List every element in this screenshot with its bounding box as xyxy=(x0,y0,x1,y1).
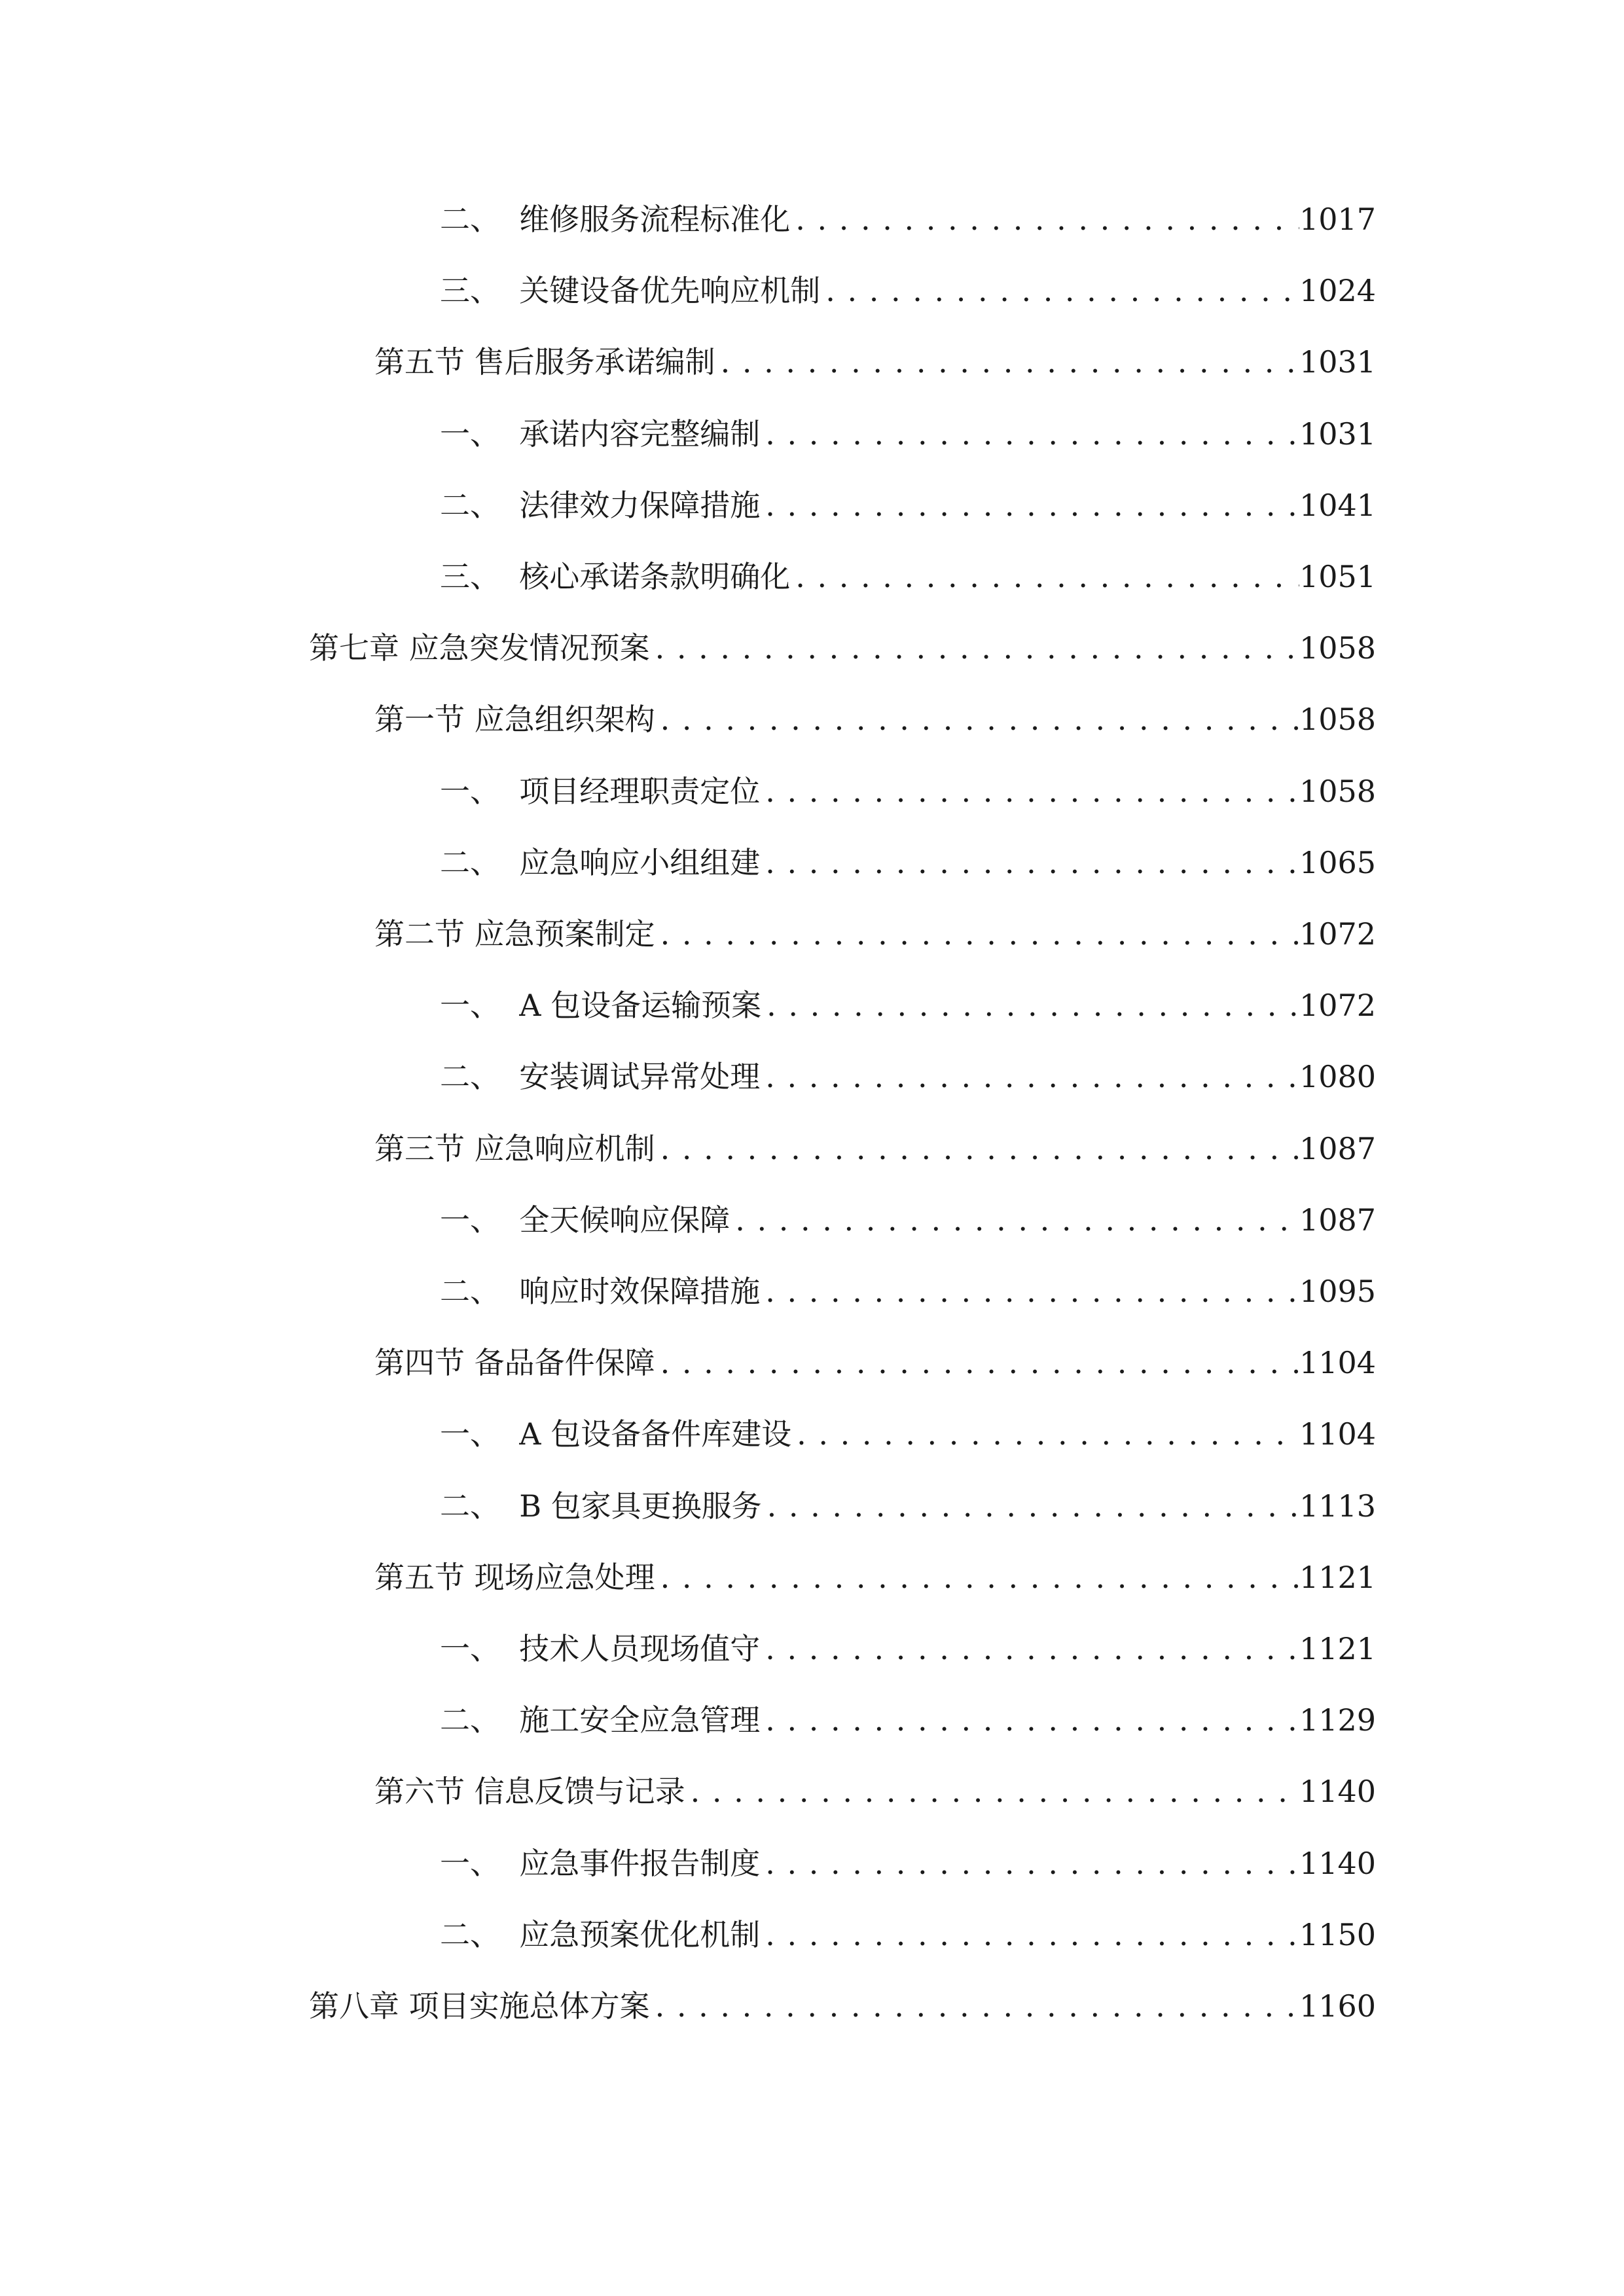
toc-page-number: 1065 xyxy=(1299,844,1377,880)
toc-entry[interactable] xyxy=(309,622,1377,674)
dot-leader xyxy=(760,1265,1299,1318)
toc-entry-title: 二、 B 包家具更换服务 xyxy=(440,1488,762,1524)
toc-page-number: 1024 xyxy=(1299,273,1377,309)
toc-entry-title: 二、 维修服务流程标准化 xyxy=(440,202,791,237)
toc-entry-title: 一、 项目经理职责定位 xyxy=(440,773,761,809)
toc-entry[interactable] xyxy=(374,1551,1377,1604)
toc-entry-title: 二、 应急预案优化机制 xyxy=(440,1916,761,1952)
toc-entry[interactable] xyxy=(440,765,1377,817)
toc-page-number: 1160 xyxy=(1299,1988,1377,2024)
toc-entry-title: 一、 全天候响应保障 xyxy=(440,1202,731,1238)
toc-page-number: 1080 xyxy=(1299,1059,1377,1095)
dot-leader xyxy=(760,1909,1299,1961)
toc-page-number: 1058 xyxy=(1299,702,1377,738)
dot-leader xyxy=(820,264,1299,317)
toc-page-number: 1058 xyxy=(1299,630,1377,666)
toc-page-number: 1140 xyxy=(1299,1845,1377,1881)
toc-entry-title: 二、 应急响应小组组建 xyxy=(440,844,761,880)
dot-leader xyxy=(655,1122,1299,1175)
toc-entry-title: 二、 法律效力保障措施 xyxy=(440,487,761,523)
dot-leader xyxy=(650,1980,1299,2032)
toc-page-number: 1017 xyxy=(1299,202,1377,237)
toc-entry-title: 第一节 应急组织架构 xyxy=(374,702,655,738)
toc-entry-title: 三、 核心承诺条款明确化 xyxy=(440,559,791,594)
toc-entry[interactable] xyxy=(440,193,1377,245)
toc-entry[interactable] xyxy=(440,836,1377,889)
dot-leader xyxy=(760,836,1299,889)
toc-entry[interactable] xyxy=(440,479,1377,531)
toc-entry[interactable] xyxy=(374,1765,1377,1818)
dot-leader xyxy=(790,550,1299,603)
toc-entry[interactable] xyxy=(374,693,1377,745)
toc-page-number: 1104 xyxy=(1299,1416,1377,1452)
toc-entry-title: 第六节 信息反馈与记录 xyxy=(374,1774,685,1810)
toc-entry[interactable] xyxy=(440,1265,1377,1318)
dot-leader xyxy=(762,1480,1299,1532)
dot-leader xyxy=(655,908,1299,960)
toc-entry-title: 三、 关键设备优先响应机制 xyxy=(440,273,821,309)
dot-leader xyxy=(760,479,1299,531)
toc-page-number: 1121 xyxy=(1299,1631,1377,1666)
toc-entry[interactable] xyxy=(440,1837,1377,1890)
toc-entry[interactable] xyxy=(374,1122,1377,1175)
toc-entry-title: 二、 响应时效保障措施 xyxy=(440,1274,761,1309)
toc-entry[interactable] xyxy=(440,979,1377,1031)
dot-leader xyxy=(655,1551,1299,1604)
toc-entry-title: 二、 安装调试异常处理 xyxy=(440,1059,761,1095)
toc-page-number: 1113 xyxy=(1299,1488,1377,1524)
toc-entry-title: 第二节 应急预案制定 xyxy=(374,916,655,952)
dot-leader xyxy=(760,1050,1299,1103)
toc-entry-title: 第四节 备品备件保障 xyxy=(374,1345,655,1381)
toc-entry[interactable] xyxy=(374,336,1377,388)
toc-page-number: 1150 xyxy=(1299,1916,1377,1952)
toc-entry[interactable] xyxy=(440,1480,1377,1532)
toc-page-number: 1072 xyxy=(1299,916,1377,952)
toc-page-number: 1058 xyxy=(1299,773,1377,809)
dot-leader xyxy=(760,1837,1299,1890)
toc-entry-title: 一、 承诺内容完整编制 xyxy=(440,416,761,452)
dot-leader xyxy=(650,622,1299,674)
toc-page-number: 1121 xyxy=(1299,1559,1377,1595)
toc-entry[interactable] xyxy=(374,908,1377,960)
dot-leader xyxy=(730,1194,1299,1246)
toc-page-number: 1041 xyxy=(1299,487,1377,523)
toc-page-number: 1140 xyxy=(1299,1774,1377,1810)
dot-leader xyxy=(760,408,1299,460)
dot-leader xyxy=(760,1623,1299,1675)
toc-page-number: 1072 xyxy=(1299,988,1377,1024)
toc-page-number: 1031 xyxy=(1299,416,1377,452)
dot-leader xyxy=(790,193,1299,245)
toc-entry[interactable] xyxy=(440,408,1377,460)
toc-entry-title: 第五节 现场应急处理 xyxy=(374,1559,655,1595)
toc-entry-title: 一、 A 包设备备件库建设 xyxy=(440,1416,792,1452)
toc-entry[interactable] xyxy=(440,1694,1377,1746)
toc-page-number: 1104 xyxy=(1299,1345,1377,1381)
toc-page-number: 1129 xyxy=(1299,1702,1377,1738)
toc-entry[interactable] xyxy=(440,1909,1377,1961)
toc-entry-title: 一、 A 包设备运输预案 xyxy=(440,988,762,1024)
toc-page-number: 1087 xyxy=(1299,1130,1377,1166)
dot-leader xyxy=(715,336,1299,388)
toc-entry[interactable] xyxy=(440,1050,1377,1103)
toc-page-number: 1095 xyxy=(1299,1274,1377,1309)
toc-entry[interactable] xyxy=(374,1336,1377,1389)
dot-leader xyxy=(760,1694,1299,1746)
toc-entry[interactable] xyxy=(440,1194,1377,1246)
toc-entry-title: 二、 施工安全应急管理 xyxy=(440,1702,761,1738)
dot-leader xyxy=(685,1765,1299,1818)
dot-leader xyxy=(791,1408,1299,1460)
toc-entry[interactable] xyxy=(440,1408,1377,1460)
toc-entry-title: 一、 技术人员现场值守 xyxy=(440,1631,761,1666)
toc-entry[interactable] xyxy=(440,264,1377,317)
toc-page-number: 1087 xyxy=(1299,1202,1377,1238)
toc-entry-title: 第八章 项目实施总体方案 xyxy=(309,1988,650,2024)
toc-entry[interactable] xyxy=(309,1980,1377,2032)
toc-page-number: 1051 xyxy=(1299,559,1377,594)
toc-entry[interactable] xyxy=(440,1623,1377,1675)
toc-page-number: 1031 xyxy=(1299,344,1377,380)
dot-leader xyxy=(760,765,1299,817)
toc-entry[interactable] xyxy=(440,550,1377,603)
toc-entry-title: 第三节 应急响应机制 xyxy=(374,1130,655,1166)
toc-entry-title: 一、 应急事件报告制度 xyxy=(440,1845,761,1881)
dot-leader xyxy=(655,1336,1299,1389)
dot-leader xyxy=(761,979,1299,1031)
toc-entry-title: 第七章 应急突发情况预案 xyxy=(309,630,650,666)
toc-entry-title: 第五节 售后服务承诺编制 xyxy=(374,344,715,380)
dot-leader xyxy=(655,693,1299,745)
